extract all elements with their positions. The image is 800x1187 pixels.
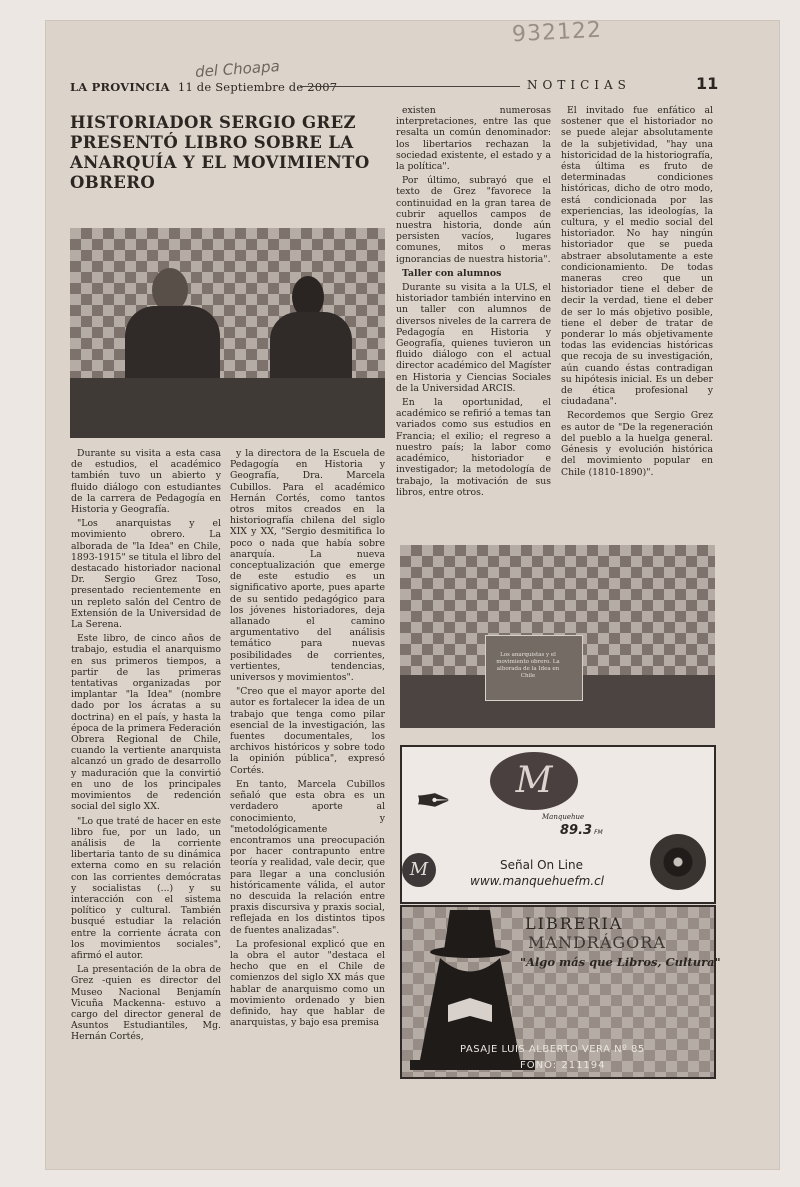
article-column-3 — [396, 105, 551, 501]
bookstore-name: MANDRÁGORA — [528, 933, 666, 952]
newspaper-name: LA PROVINCIA — [70, 80, 170, 94]
book-cover-text: Los anarquistas y el movimiento obrero. La alborada de la Idea en Chile — [496, 652, 560, 679]
handwritten-source-note: del Choapa — [194, 57, 281, 81]
photo-table — [70, 378, 385, 438]
paragraph: Durante su visita a la ULS, el historiador también intervino en un taller con alumnos de diversos niveles de la carrera de Pedagogía en Historia y Geografía, quienes tuvieron un fluido diálogo con el actual director académico del Magíster en Historia y Ciencias Sociales de la Universidad ARCIS. — [396, 282, 551, 394]
article-headline: HISTORIADOR SERGIO GREZ PRESENTÓ LIBRO SOBRE LA ANARQUÍA Y EL MOVIMIENTO OBRERO — [70, 113, 370, 192]
frequency-value: 89.3 — [560, 823, 593, 838]
bookstore-phone: FONO: 211194 — [520, 1060, 606, 1071]
photo-book — [400, 545, 715, 728]
header-rule — [300, 86, 520, 87]
article-column-1 — [71, 448, 221, 1046]
bookstore-address: PASAJE LUIS ALBERTO VERA Nº 85 — [460, 1044, 645, 1055]
masthead — [70, 80, 337, 94]
bookstore-slogan: "Algo más que Libros, Cultura" — [520, 955, 721, 969]
frequency-unit: FM — [594, 829, 603, 836]
pen-nib-icon: ✒ — [415, 776, 452, 827]
radio-logo-small: M — [402, 853, 436, 887]
radio-url: www.manquehuefm.cl — [470, 874, 604, 888]
paragraph: Este libro, de cinco años de trabajo, estudia el anarquismo en sus primeros tiempos, a partir de las primeras tentativas organizadas por implantar "la Idea" (nombre dado por los ácratas a su doctrina) en el país, y hasta la época de la primera Federación Obrera Regional de Chile, cuando la vertiente anarquista alcanzó un grado de desarrollo y maduración que la convirtió en uno de los principales movimientos de redención social del siglo XX. — [71, 633, 221, 813]
paragraph: Recordemos que Sergio Grez es autor de "De la regeneración del pueblo a la huelga general. Génesis y evolución histórica del movimiento popular en Chile (1810-1890)". — [561, 410, 713, 478]
radio-logo: M — [490, 752, 578, 810]
section-label: NOTICIAS — [527, 78, 631, 92]
paragraph: La profesional explicó que en la obra el autor "destaca el hecho que en el Chile de comienzos del siglo XX más que hablar de anarquismo como un movimiento ordenado y bien definido, hay que hablar de anarquistas, y bajo esa premisa — [230, 938, 385, 1029]
paragraph: "Creo que el mayor aporte del autor es fortalecer la idea de un trabajo que tenga como pilar esencial de la investigación, las fuentes documentales, los archivos históricos y sobre todo la opinión pública", expresó Cortés. — [230, 686, 385, 776]
article-column-2 — [230, 448, 385, 1031]
article-column-4 — [561, 105, 713, 481]
paragraph: "Lo que traté de hacer en este libro fue, por un lado, un análisis de la corriente libertaria tanto de su dinámica externa como en su relación con las corrientes demócratas y socialistas (...) y su interacción con el sistema político y cultural. También busqué estudiar la relación entre la corriente ácrata con los movimientos sociales", afirmó el autor. — [71, 815, 221, 961]
publication-date: 11 de Septiembre de 2007 — [177, 80, 338, 94]
paragraph: "Los anarquistas y el movimiento obrero. La alborada de "la Idea" en Chile, 1893-1915" se titula el libro del destacado historiador nacional Dr. Sergio Grez Toso, presentado recientemente en un repleto salón del Centro de Extensión de la Universidad de La Serena. — [71, 518, 221, 631]
online-signal-label: Señal On Line — [500, 858, 583, 872]
page-number: 11 — [696, 74, 719, 93]
photo-presentation — [70, 228, 385, 438]
radio-name: Manquehue — [542, 813, 585, 821]
paragraph: Por último, subrayó que el texto de Grez "favorece la continuidad en la gran tarea de cubrir aquellos campos de nuestra historia, donde aún persisten vacíos, lugares comunes, mitos o meras ignorancias de nuestra historia". — [396, 175, 551, 265]
photo-woman — [270, 312, 352, 386]
bookstore-title: LIBRERIA — [525, 914, 624, 933]
photo-man — [125, 306, 220, 386]
paragraph: El invitado fue enfático al sostener que el historiador no se puede alejar absolutamente de la subjetividad, "hay una historicidad de la historiografía, ésta última es fruto de determinadas condiciones históricas, dicho de otro modo, está condicionada por las experiencias, las ideologías, la cultura, y el medio social del historiador. No hay ningún historiador que se pueda abstraer absolutamente a este condicionamiento. De todas maneras creo que un historiador tiene el deber de decir la verdad, tiene el deber de ser lo más objetivo posible, tiene el deber de tratar de ponderar lo más objetivamente todas las evidencias históricas que recoja de su investigación, aún cuando éstas contradigan su hipótesis inicial. Es un deber de ética profesional y ciudadana". — [561, 105, 713, 408]
paragraph: y la directora de la Escuela de Pedagogía en Historia y Geografía, Dra. Marcela Cubillos. Para el académico Hernán Cortés, como tantos otros mitos creados en la historiografía chilena del siglo XIX y XX, "Sergio desmitifica lo poco o nada que había sobre anarquía. La nueva conceptualización que emerge de este estudio es un significativo aporte, pues aparte de su sentido pedagógico para los jóvenes historiadores, deja allanado el camino argumentativo del análisis temático para nuevas posibilidades de corrientes, vertientes, tendencias, universos y movimientos". — [230, 448, 385, 684]
paragraph: Durante su visita a esta casa de estudios, el académico también tuvo un abierto y fluido diálogo con estudiantes de la carrera de Pedagogía en Historia y Geografía. — [71, 448, 221, 516]
paragraph: En la oportunidad, el académico se refirió a temas tan variados como sus estudios en Francia; el exilio; el regreso a nuestro país; la labor como académico, historiador e investigador; la metodología de trabajo, la motivación de sus libros, entre otros. — [396, 397, 551, 498]
paragraph: existen numerosas interpretaciones, entre las que resalta un común denominador: los libertarios rechazan la sociedad existente, el estado y a la política". — [396, 105, 551, 173]
paragraph: En tanto, Marcela Cubillos señaló que esta obra es un verdadero aporte al conocimiento, y "metodológicamente encontramos una preocupación por hacer contrapunto entre teoría y realidad, vale decir, que para llegar a una conclusión históricamente válida, el autor no descuida la relación entre praxis discursiva y praxis social, reflejada en los distintos tipos de fuentes analizadas". — [230, 778, 385, 936]
paragraph: La presentación de la obra de Grez -quien es director del Museo Nacional Benjamín Vicuña Mackenna- estuvo a cargo del director general de Asuntos Estudiantiles, Mg. Hernán Cortés, — [71, 964, 221, 1043]
radio-frequency — [560, 823, 603, 838]
catalog-number: 932122 — [511, 17, 603, 48]
subheading-taller: Taller con alumnos — [402, 267, 502, 279]
vinyl-record-icon — [650, 834, 706, 890]
